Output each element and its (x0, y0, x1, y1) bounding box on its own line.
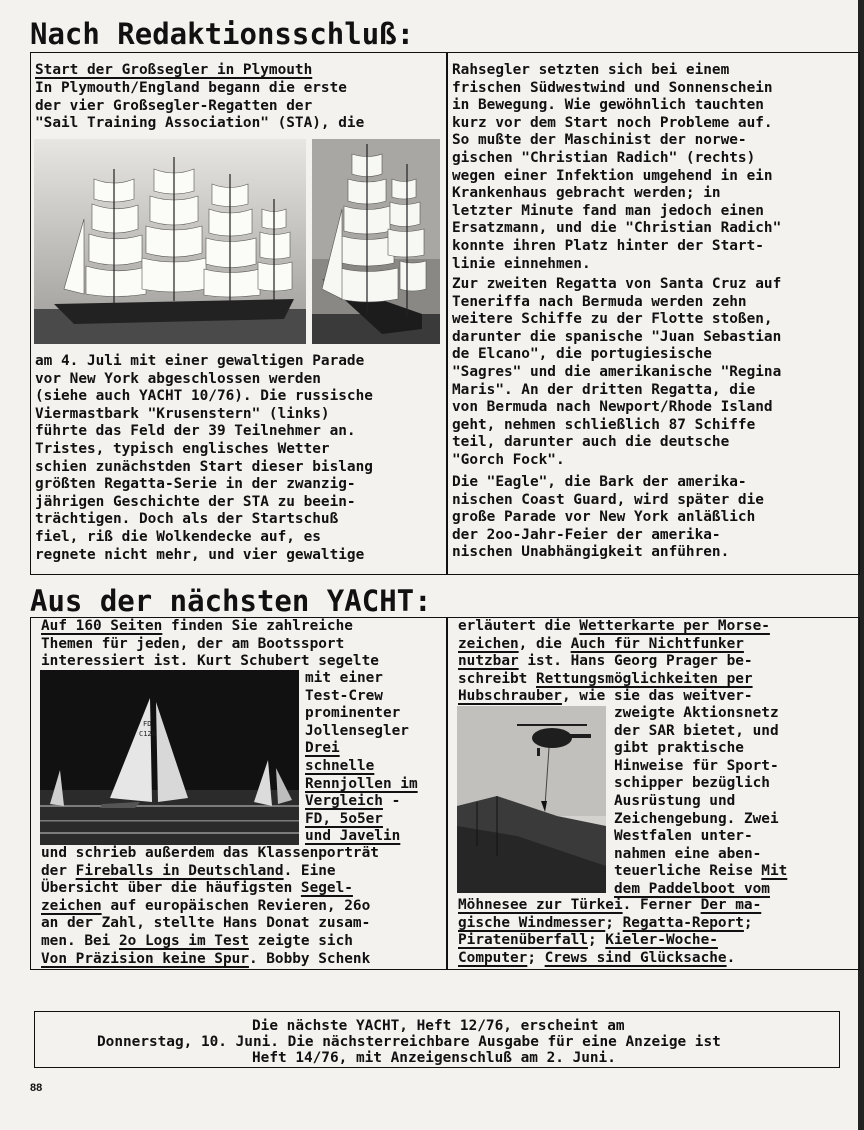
text-line: Rahsegler setzten sich bei einem (452, 62, 730, 78)
text-line: führte das Feld der 39 Teilnehmer an. (35, 423, 356, 440)
text-line: FD, 5o5er (305, 810, 383, 827)
text-line: trächtigen. Doch als der Startschuß (35, 511, 339, 528)
text-line: men. Bei 2o Logs im Test zeigte sich (41, 932, 353, 949)
text-line: Vergleich - (305, 793, 401, 810)
text-line: Ersatzmann, und die "Christian Radich" (452, 220, 782, 237)
text-line: mit einer (305, 670, 383, 686)
text-line: interessiert ist. Kurt Schubert segelte (41, 653, 379, 670)
text-line: erläutert die Wetterkarte per Morse- (458, 618, 770, 634)
preview-text-right-top (458, 618, 770, 706)
text-line: vor New York abgeschlossen werden (35, 370, 321, 387)
article-text-right-p1 (452, 62, 781, 273)
text-line: Auf 160 Seiten finden Sie zahlreiche (41, 618, 353, 634)
text-line: "Gorch Fock". (452, 451, 565, 468)
text-line: prominenter (305, 705, 401, 722)
text-line: teil, darunter auch die deutsche (452, 434, 730, 451)
text-line: Drei (305, 740, 340, 757)
text-line: große Parade vor New York anläßlich (452, 509, 756, 526)
text-line: zeichen auf europäischen Revieren, 26o (41, 897, 371, 914)
text-line: nahmen eine aben- (614, 845, 762, 862)
text-line: an der Zahl, stellte Hans Donat zusam- (41, 915, 371, 932)
text-line: Die "Eagle", die Bark der amerika- (452, 474, 747, 490)
text-line: der vier Großsegler-Regatten der (35, 97, 313, 114)
text-line: Übersicht über die häufigsten Segel- (41, 880, 353, 897)
text-line: Computer; Crews sind Glücksache. (458, 949, 736, 966)
text-line: in Bewegung. Wie gewöhnlich tauchten (452, 97, 764, 114)
text-line: letzter Minute fand man jedoch einen (452, 202, 764, 219)
text-line: kurz vor dem Start noch Probleme auf. (452, 114, 773, 131)
text-line: schipper bezüglich (614, 775, 770, 792)
text-line: jährigen Geschichte der STA zu beein- (35, 493, 356, 510)
text-line: Westfalen unter- (614, 828, 753, 845)
notice-line-2: Donnerstag, 10. Juni. Die nächsterreichbare Ausgabe für eine Anzeige ist (97, 1034, 721, 1050)
text-line: "Sagres" und die amerikanische "Regina (452, 363, 782, 380)
text-line: Hubschrauber, wie sie das weitver- (458, 688, 753, 705)
text-line: zweigte Aktionsnetz (614, 705, 779, 721)
article-text-right-p2 (452, 276, 781, 470)
text-line: fiel, riß die Wolkendecke auf, es (35, 528, 321, 545)
text-line: Viermastbark "Krusenstern" (links) (35, 405, 330, 422)
text-line: nutzbar ist. Hans Georg Prager be- (458, 653, 753, 670)
text-line: gischen "Christian Radich" (rechts) (452, 149, 756, 166)
text-line: "Sail Training Association" (STA), die (35, 115, 365, 132)
text-line: konnte ihren Platz hinter der Start- (452, 237, 764, 254)
notice-line-3: Heft 14/76, mit Anzeigenschluß am 2. Juni. (252, 1050, 616, 1066)
article-text-left-top (35, 80, 364, 133)
column-divider-2 (446, 617, 448, 970)
text-line: schreibt Rettungsmöglichkeiten per (458, 670, 753, 687)
section-heading-naechste-yacht: Aus der nächsten YACHT: (30, 584, 432, 618)
text-line: zeichen, die Auch für Nichtfunker (458, 635, 744, 652)
text-line: am 4. Juli mit einer gewaltigen Parade (35, 353, 365, 369)
page-number: 88 (30, 1082, 43, 1094)
column-divider (446, 52, 448, 575)
text-line: Ausrüstung und (614, 792, 736, 809)
text-line: Möhnesee zur Türkei. Ferner Der ma- (458, 897, 762, 913)
text-line: regnete nicht mehr, und vier gewaltige (35, 546, 365, 563)
text-line: schnelle (305, 757, 375, 774)
text-line: (siehe auch YACHT 10/76). Die russische (35, 388, 373, 405)
text-line: Jollensegler (305, 722, 409, 739)
preview-text-left-side (305, 670, 418, 846)
text-line: Maris". An der dritten Regatta, die (452, 381, 756, 398)
preview-text-right-side-2 (614, 863, 787, 898)
photo-krusenstern (34, 139, 306, 344)
text-line: größten Regatta-Serie in der zwanzig- (35, 476, 356, 493)
text-line: schien zunächstden Start dieser bislang (35, 458, 373, 475)
text-line: geht, nehmen schließlich 87 Schiffe (452, 416, 756, 433)
text-line: Rennjollen im (305, 775, 418, 792)
text-line: Von Präzision keine Spur. Bobby Schenk (41, 950, 371, 967)
text-line: gische Windmesser; Regatta-Report; (458, 914, 753, 931)
text-line: der Fireballs in Deutschland. Eine (41, 862, 336, 879)
preview-text-right-bottom (458, 897, 761, 967)
text-line: Zur zweiten Regatta von Santa Cruz auf (452, 276, 782, 292)
text-line: Piratenüberfall; Kieler-Woche- (458, 932, 718, 949)
text-line: von Bermuda nach Newport/Rhode Island (452, 399, 773, 416)
photo-hubschrauber (457, 706, 606, 893)
text-line: Zeichengebung. Zwei (614, 810, 779, 827)
text-line: der 2oo-Jahr-Feier der amerika- (452, 526, 721, 543)
text-line: Themen für jeden, der am Bootssport (41, 635, 345, 652)
text-line: und Javelin (305, 828, 401, 845)
text-line: Test-Crew (305, 687, 383, 704)
text-line: In Plymouth/England begann die erste (35, 80, 347, 96)
text-line: wegen einer Infektion umgehend in ein (452, 167, 773, 184)
text-line: So mußte der Maschinist der norwe- (452, 132, 747, 149)
text-line: Krankenhaus gebracht werden; in (452, 185, 721, 202)
article-title: Start der Großsegler in Plymouth (35, 62, 313, 78)
svg-text:FD: FD (143, 720, 152, 728)
photo-rennjollen (40, 670, 299, 845)
svg-text:C126: C126 (139, 730, 156, 738)
text-line: der SAR bietet, und (614, 722, 779, 739)
text-line: Tristes, typisch englisches Wetter (35, 440, 330, 457)
text-line: und schrieb außerdem das Klassenporträt (41, 845, 379, 861)
article-text-right-p3 (452, 474, 764, 562)
text-line: gibt praktische (614, 740, 744, 757)
text-line: weitere Schiffe zu der Flotte stoßen, (452, 311, 773, 328)
text-line: Teneriffa nach Bermuda werden zehn (452, 293, 747, 310)
text-line: dem Paddelboot vom (614, 880, 770, 897)
text-line: darunter die spanische "Juan Sebastian (452, 328, 782, 345)
text-line: nischen Unabhängigkeit anführen. (452, 544, 730, 561)
preview-text-left-top (41, 618, 379, 671)
text-line: de Elcano", die portugiesische (452, 346, 712, 363)
preview-text-right-side (614, 705, 779, 863)
text-line: teuerliche Reise Mit (614, 863, 788, 879)
article-text-left-bottom (35, 353, 373, 564)
section-heading-redaktionsschluss: Nach Redaktionsschluß: (30, 17, 415, 51)
text-line: frischen Südwestwind und Sonnenschein (452, 79, 773, 96)
text-line: Hinweise für Sport- (614, 757, 779, 774)
text-line: nischen Coast Guard, wird später die (452, 491, 764, 508)
photo-christian-radich (312, 139, 440, 344)
preview-text-left-bottom (41, 845, 379, 968)
text-line: linie einnehmen. (452, 255, 591, 272)
notice-line-1: Die nächste YACHT, Heft 12/76, erscheint am (252, 1018, 625, 1034)
